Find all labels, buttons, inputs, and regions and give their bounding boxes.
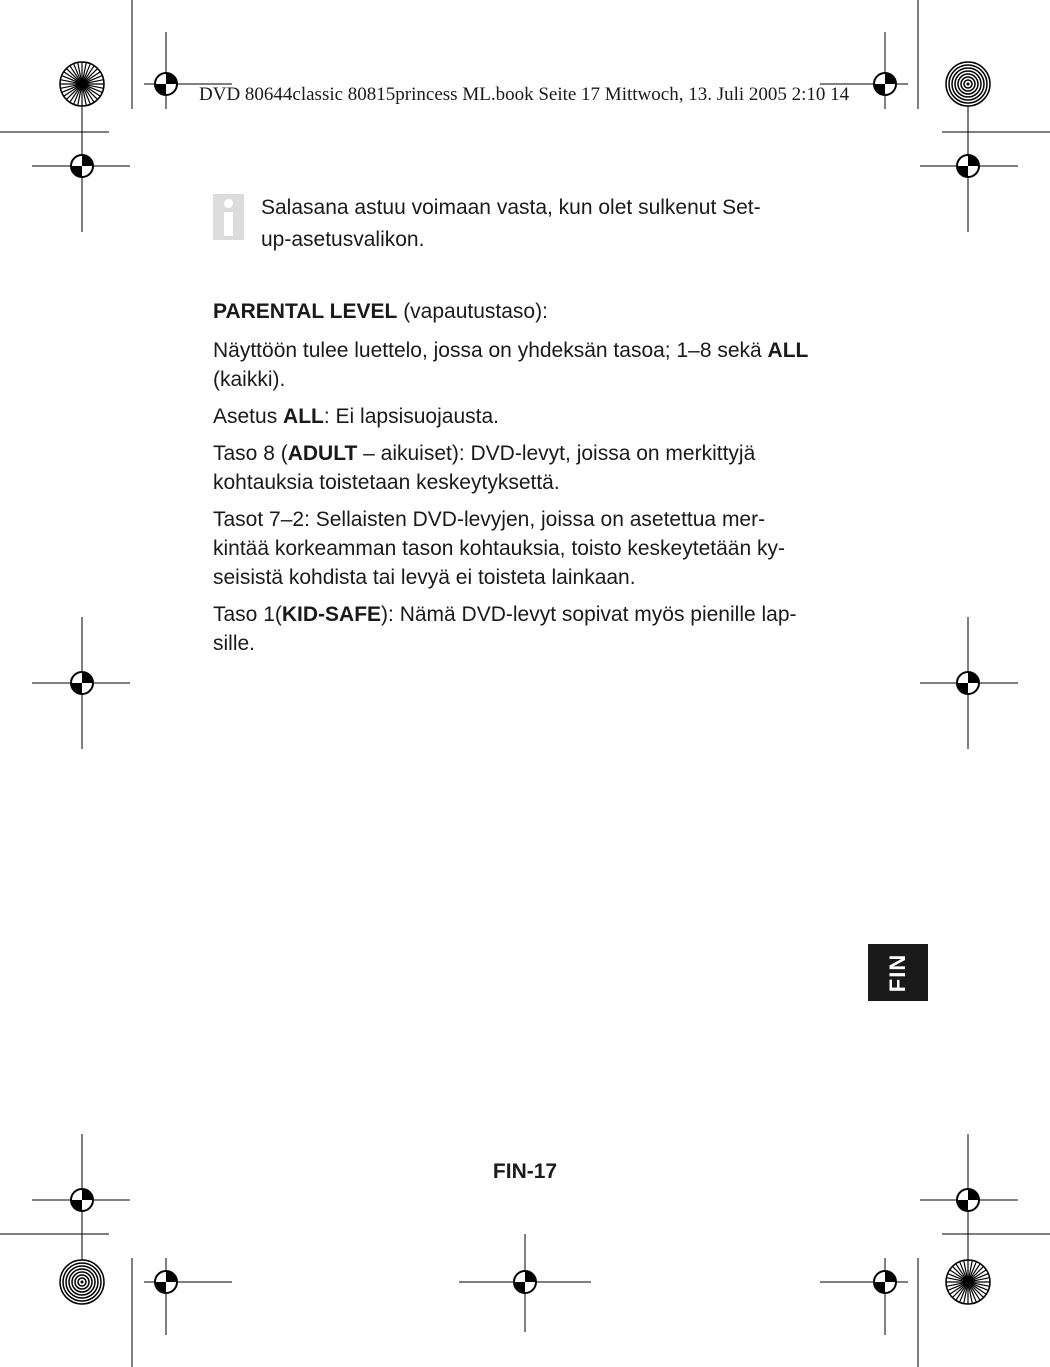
info-icon [213,194,244,240]
paragraph-levels-7-2: Tasot 7–2: Sellaisten DVD-levyjen, joissa on asetettua mer- kintää korkeamman tason kohtauksia, toisto keskeytetään ky- seisistä kohdista tai levyä ei toisteta lainkaan. [213,508,785,589]
paragraph-level-8: Taso 8 (ADULT – aikuiset): DVD-levyt, joissa on merkittyjä kohtauksia toistetaan keskeytyksettä. [213,442,756,494]
section-heading: PARENTAL LEVEL (vapautustaso): [213,300,548,323]
main-content [213,297,833,666]
page-number: FIN-17 [492,1160,558,1183]
paragraph-levels: Näyttöön tulee luettelo, jossa on yhdeksän tasoa; 1–8 sekä ALL (kaikki). [213,339,809,391]
print-header: DVD 80644classic 80815princess ML.book Seite 17 Mittwoch, 13. Juli 2005 2:10 14 [199,84,850,105]
paragraph-all: Asetus ALL: Ei lapsisuojausta. [213,405,499,428]
note-text: Salasana astuu voimaan vasta, kun olet sulkenut Set- up-asetusvalikon. [261,196,761,251]
language-tab-label: FIN [885,953,910,992]
language-tab [868,944,928,1001]
paragraph-level-1: Taso 1(KID-SAFE): Nämä DVD-levyt sopivat myös pienille lap- sille. [213,603,797,655]
